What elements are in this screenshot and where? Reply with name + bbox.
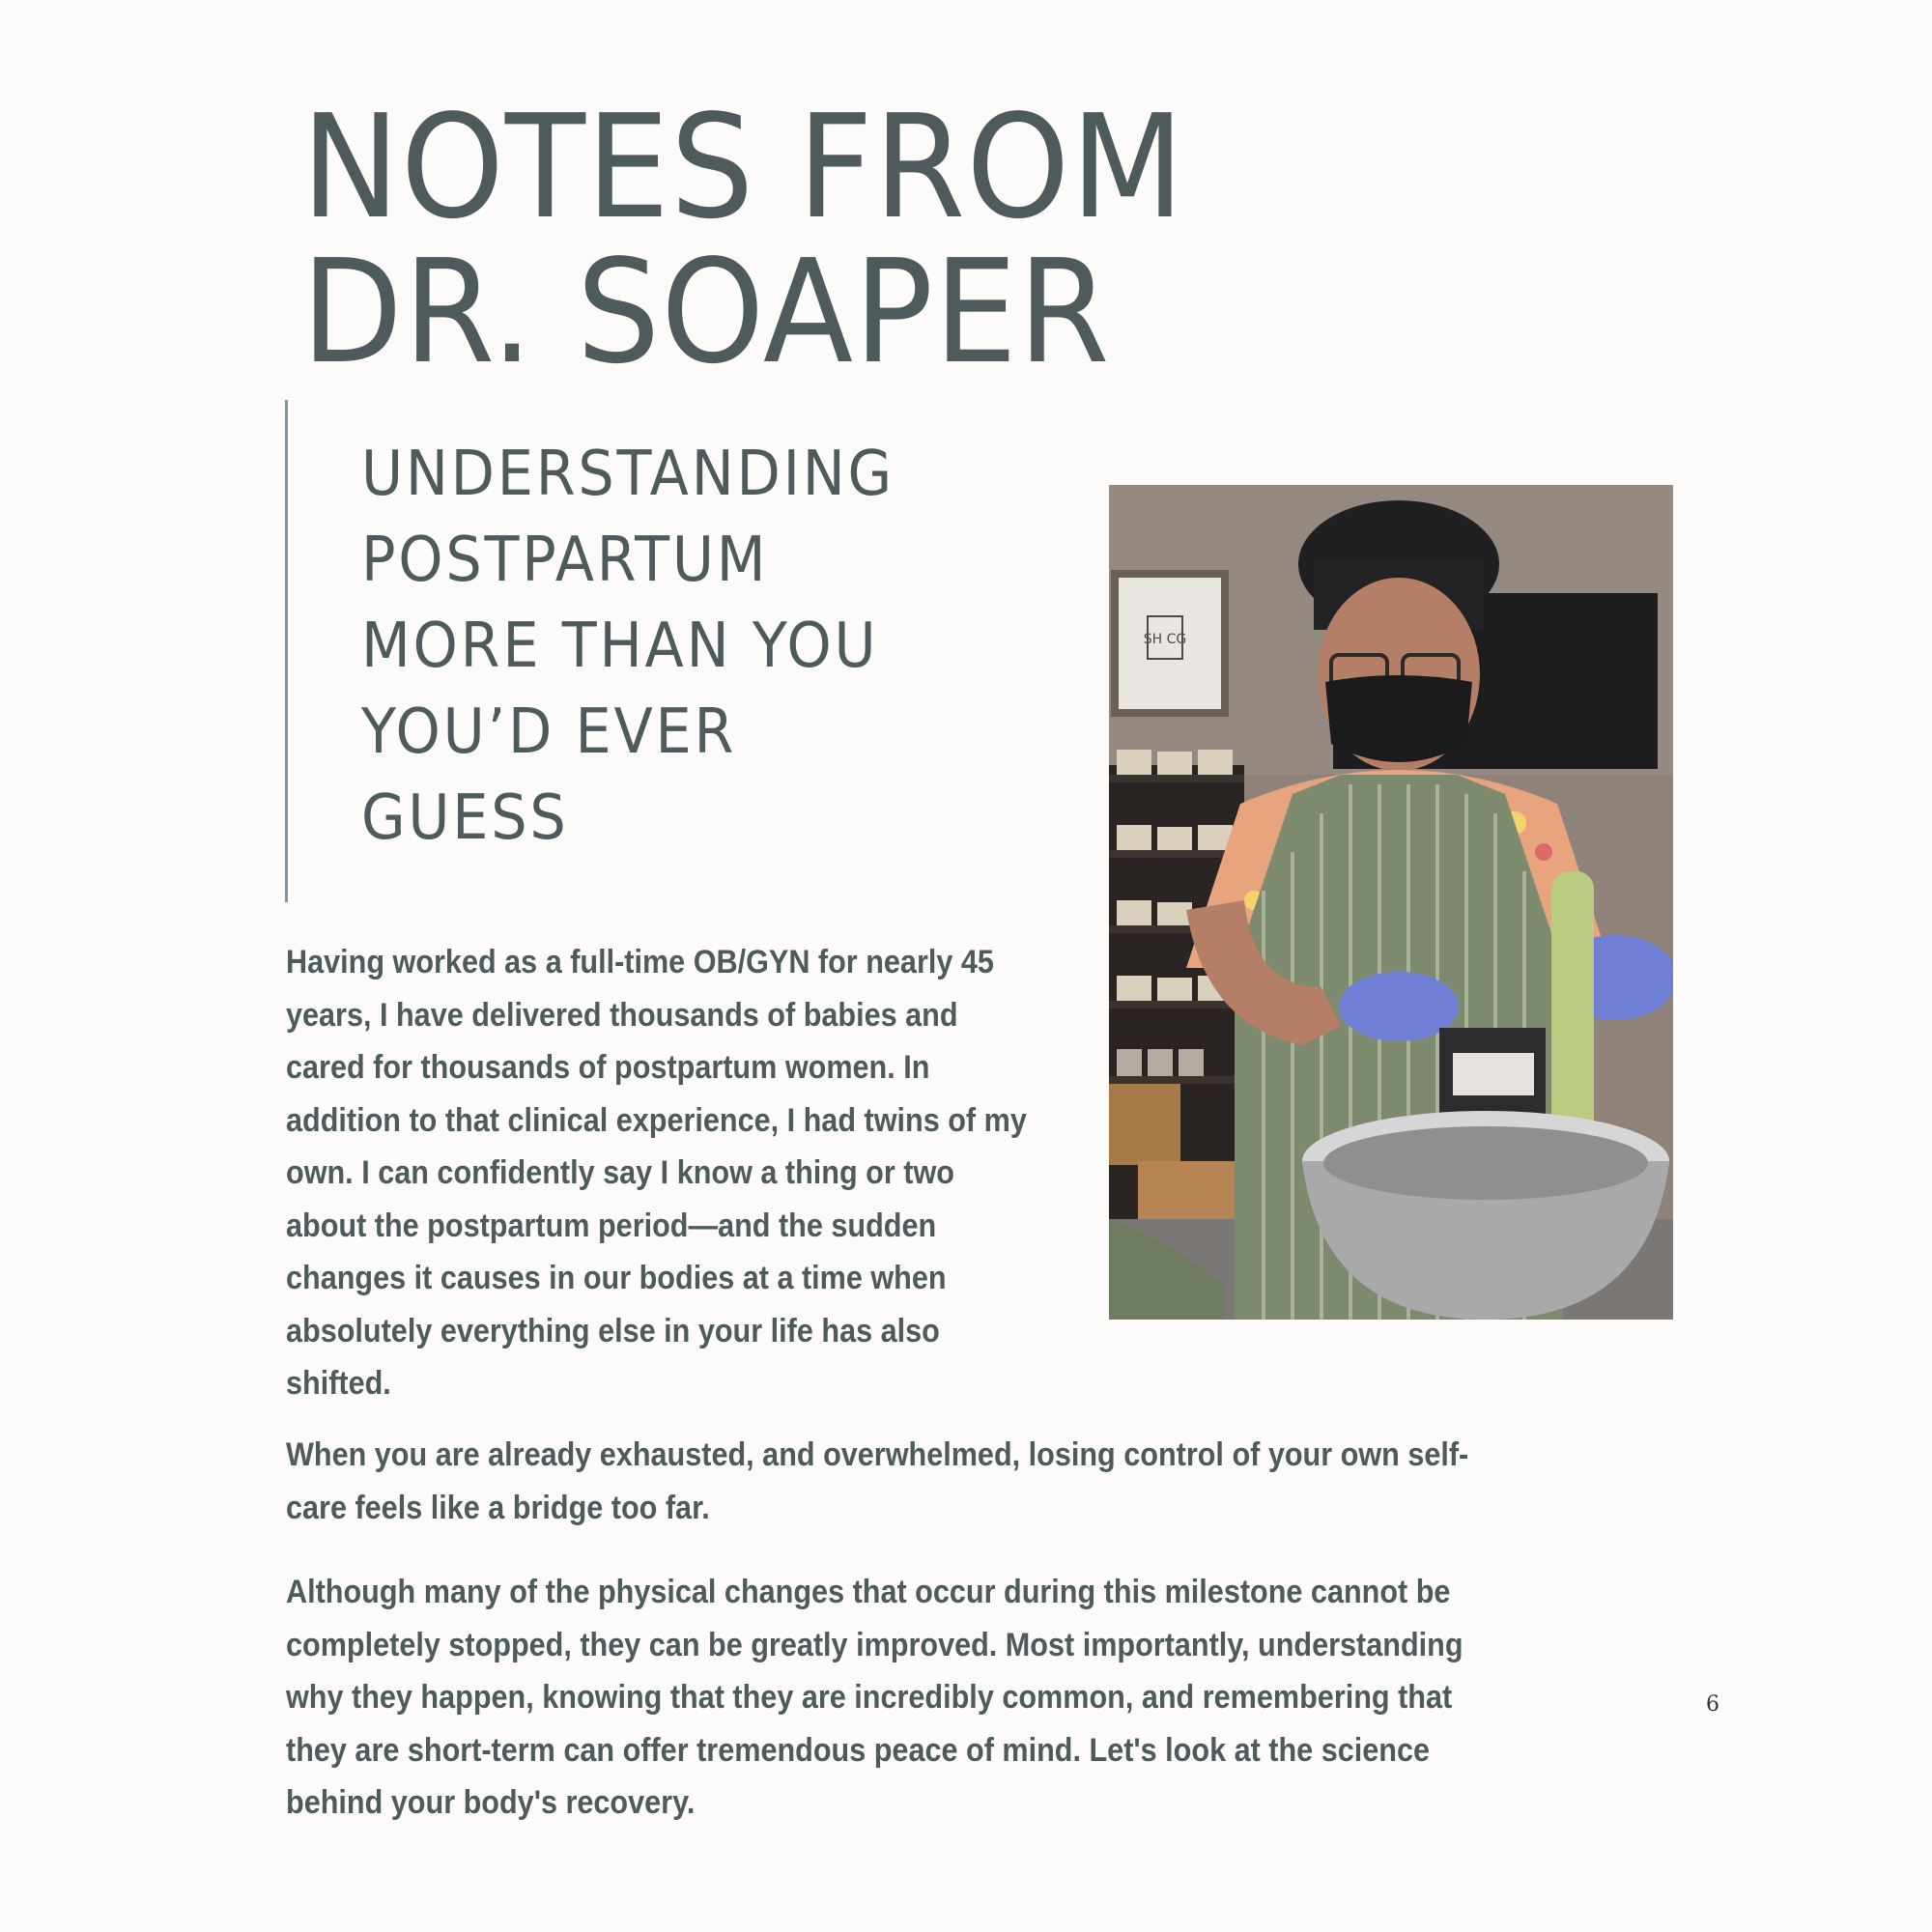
paragraph-line: own. I can confidently say I know a thing or two	[286, 1154, 954, 1191]
paragraph-line: Although many of the physical changes that occur during this milestone cannot be	[286, 1574, 1451, 1610]
paragraph-line: addition to that clinical experience, I had twins of my	[286, 1101, 1027, 1139]
frame-sign-text: SH CG	[1143, 632, 1187, 647]
paragraph-line: about the postpartum period—and the sudden	[286, 1207, 937, 1244]
paragraph-line: behind your body's recovery.	[286, 1784, 696, 1821]
paragraph-line: changes it causes in our bodies at a time when	[286, 1260, 947, 1296]
paragraph-line: shifted.	[286, 1365, 391, 1402]
paragraph-line: When you are already exhausted, and overwhelmed, losing control of your own self-	[286, 1436, 1469, 1473]
section-subtitle	[361, 432, 895, 862]
paragraph-line: Having worked as a full-time OB/GYN for nearly 45	[286, 944, 994, 980]
paragraph-line: cared for thousands of postpartum women. In	[286, 1049, 930, 1086]
subtitle-line: MORE THAN YOU	[361, 611, 879, 682]
subtitle-line: GUESS	[361, 782, 569, 854]
paragraph-line: they are short-term can offer tremendous peace of mind. Let's look at the science	[286, 1731, 1430, 1769]
subtitle-line: UNDERSTANDING	[361, 439, 895, 510]
paragraph-line: why they happen, knowing that they are incredibly common, and remembering that	[286, 1679, 1453, 1716]
paragraph-line: care feels like a bridge too far.	[286, 1489, 710, 1526]
subtitle-accent-rule	[285, 400, 288, 902]
science-paragraph	[286, 1566, 1463, 1830]
self-care-paragraph	[286, 1429, 1468, 1534]
intro-paragraph	[286, 936, 1027, 1410]
paragraph-line: absolutely everything else in your life has also	[286, 1312, 940, 1350]
page-number: 6	[1706, 1692, 1719, 1717]
page-title	[301, 84, 1185, 395]
paragraph-line: completely stopped, they can be greatly improved. Most importantly, understanding	[286, 1626, 1463, 1663]
subtitle-line: YOU’D EVER	[361, 696, 737, 768]
soap-making-photo	[1109, 485, 1673, 1320]
page-title-line-1: NOTES FROM	[301, 84, 1185, 250]
page-title-line-2: DR. SOAPER	[301, 229, 1111, 395]
paragraph-line: years, I have delivered thousands of babies and	[286, 996, 958, 1034]
subtitle-line: POSTPARTUM	[361, 525, 769, 596]
soap-making-photo-illustration	[1109, 485, 1673, 1320]
